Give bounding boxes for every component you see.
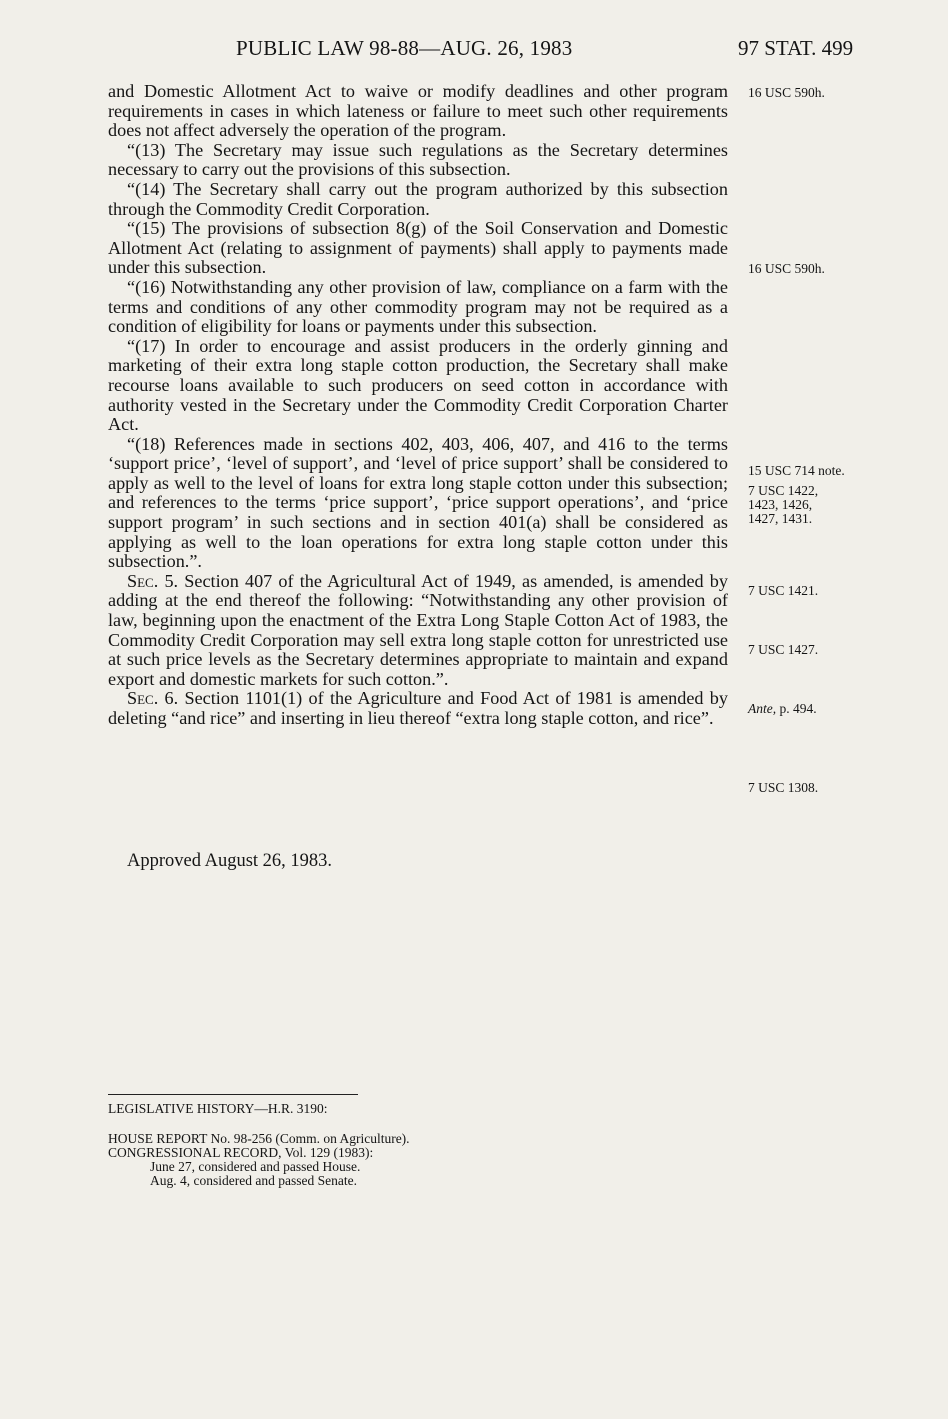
paragraph-13: “(13) The Secretary may issue such regulations as the Secretary determines necessary to carry out the provisions of this subsection. [108, 139, 728, 180]
margin-citation-italic: Ante, [748, 701, 777, 716]
margin-citation-rest: p. 494. [776, 701, 817, 716]
footnote-rule [108, 1094, 358, 1095]
approval-date: Approved August 26, 1983. [127, 851, 333, 871]
section-5-lead: Sec. 5. [127, 570, 179, 591]
section-5 [108, 572, 728, 690]
house-report: HOUSE REPORT No. 98-256 (Comm. on Agriculture). [108, 1131, 410, 1146]
margin-citation: 7 USC 1308. [748, 780, 819, 795]
running-title: PUBLIC LAW 98-88—AUG. 26, 1983 [236, 36, 573, 60]
section-5-text: Section 407 of the Agricultural Act of 1949, as amended, is amended by adding at the end thereof the following: “Notwithstanding any other provision of law, beginning upon the enactment of the Extra Long Staple Cotton Act of 1983, the Commodity Credit Corporation may sell extra long staple cotton for unrestricted use at such price levels as the Secretary determines appropriate to maintain and expand export and domestic markets for such cotton.”. [108, 570, 728, 689]
paragraph-16: “(16) Notwithstanding any other provision of law, compliance on a farm with the terms and conditions of any other commodity program may not be required as a condition of eligibility for loans or payments under this subsection. [108, 276, 728, 337]
margin-citation [748, 702, 817, 716]
paragraph-17: “(17) In order to encourage and assist producers in the orderly ginning and marketing of their extra long staple cotton production, the Secretary shall make recourse loans available to such producers on seed cotton in accordance with authority vested in the Secretary under the Commodity Credit Corporation Charter Act. [108, 335, 728, 435]
section-6 [108, 689, 728, 728]
margin-citation: 15 USC 714 note. [748, 463, 845, 478]
margin-citation: 7 USC 1421. [748, 583, 819, 598]
margin-citation: 7 USC 1427. [748, 642, 819, 657]
paragraph-14: “(14) The Secretary shall carry out the program authorized by this subsection through the Commodity Credit Corporation. [108, 178, 728, 219]
congressional-record: CONGRESSIONAL RECORD, Vol. 129 (1983): [108, 1145, 374, 1160]
body-text [108, 82, 728, 729]
paragraph-continuation: and Domestic Allotment Act to waive or modify deadlines and other program requirements in cases in which lateness or failure to meet such other requirements does not affect adversely the operation of the program. [108, 81, 728, 141]
paragraph-18: “(18) References made in sections 402, 403, 406, 407, and 416 to the terms ‘support price’, ‘level of support’, and ‘level of price support’ shall be considered to apply as well to the level of loans for extra long staple cotton under this subsection; and references to the terms ‘price support’, ‘price support operations’, and ‘price support program’ in such sections and in section 401(a) shall be considered as applying as well to the loan operations for extra long staple cotton under this subsection.”. [108, 433, 728, 572]
history-entry: June 27, considered and passed House. [150, 1159, 361, 1174]
section-6-text: Section 1101(1) of the Agriculture and Food Act of 1981 is amended by deleting “and rice” and inserting in lieu thereof “extra long staple cotton, and rice”. [108, 688, 728, 728]
spacer [108, 1116, 410, 1132]
statute-page-number: 97 STAT. 499 [738, 36, 854, 60]
margin-citation: 16 USC 590h. [748, 85, 825, 100]
page-header [0, 36, 948, 66]
paragraph-15: “(15) The provisions of subsection 8(g) of the Soil Conservation and Domestic Allotment Act (relating to assignment of payments) shall apply to payments made under this subsection. [108, 218, 728, 278]
margin-citation: 16 USC 590h. [748, 261, 825, 276]
history-entry: Aug. 4, considered and passed Senate. [150, 1173, 357, 1188]
margin-citation: 7 USC 1422, 1423, 1426, 1427, 1431. [748, 483, 819, 526]
legislative-history-heading: LEGISLATIVE HISTORY—H.R. 3190: [108, 1101, 328, 1116]
legislative-history [108, 1102, 410, 1188]
section-6-lead: Sec. 6. [127, 688, 179, 709]
